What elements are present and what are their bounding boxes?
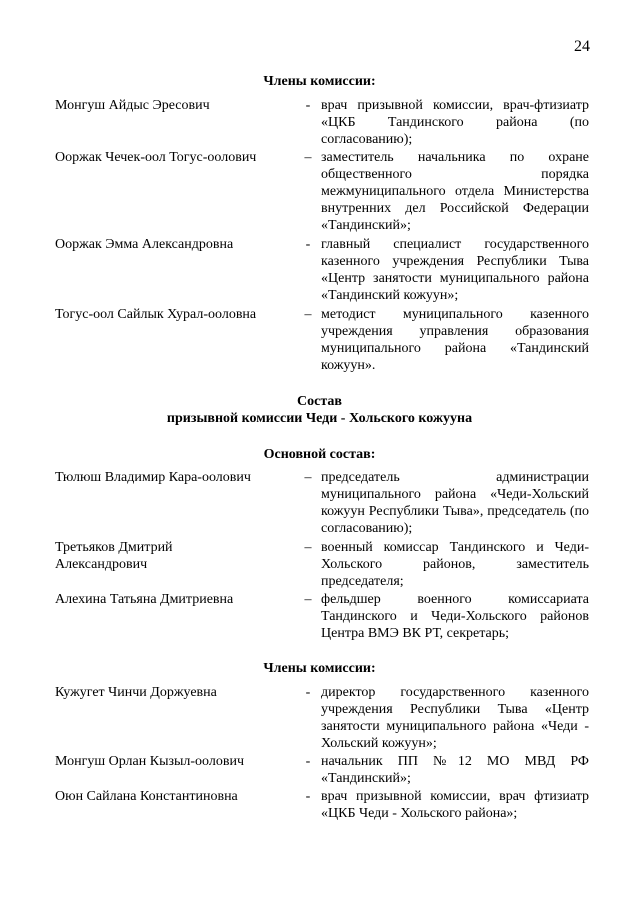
section-title-members: Члены комиссии: xyxy=(263,74,376,89)
member-dash: - xyxy=(305,98,311,113)
member-dash: - xyxy=(305,685,311,700)
member-name: Монгуш Айдыс Эресович xyxy=(55,98,210,113)
member-dash: - xyxy=(305,789,311,804)
member-dash: – xyxy=(304,540,312,555)
member-name: Оюн Сайлана Константиновна xyxy=(55,789,238,804)
member-name: Алехина Татьяна Дмитриевна xyxy=(55,592,234,607)
member-dash: – xyxy=(304,307,312,322)
member-name: Тогус-оол Сайлык Хурал-ооловна xyxy=(55,307,257,322)
member-description: начальник ПП №12 МО МВД РФ «Тандинский»; xyxy=(321,754,589,786)
section-title-members-2: Члены комиссии: xyxy=(263,661,376,676)
member-description: военный комиссар Тандинского и Чеди-Хольского районов, заместитель председателя; xyxy=(321,540,589,589)
section-title-main-composition: Основной состав: xyxy=(263,447,376,462)
composition-title: Состав xyxy=(297,394,342,409)
member-description: фельдшер военного комиссариата Тандинского и Чеди-Хольского районов Центра ВМЭ ВК РТ, секретарь; xyxy=(321,592,589,641)
member-dash: – xyxy=(304,470,312,485)
member-description: заместитель начальника по охране общественного порядка межмуниципального отдела Министерства внутренних дел Российской Федерации «Тандинский»; xyxy=(321,150,589,233)
member-description: главный специалист государственного казенного учреждения Республики Тыва «Центр занятости муниципального района «Тандинский кожуун»; xyxy=(321,237,589,303)
member-description: председатель администрации муниципального района «Чеди-Хольский кожуун Республики Тыва», председатель (по согласованию); xyxy=(321,470,589,536)
member-dash: – xyxy=(304,150,312,165)
member-name: Монгуш Орлан Кызыл-оолович xyxy=(55,754,245,769)
page-number: 24 xyxy=(574,38,590,55)
member-description: врач призывной комиссии, врач фтизиатр «ЦКБ Чеди - Хольского района»; xyxy=(321,789,589,821)
member-dash: - xyxy=(305,237,311,252)
member-dash: – xyxy=(304,592,312,607)
member-name: Третьяков Дмитрий Александрович xyxy=(55,540,173,572)
member-dash: - xyxy=(305,754,311,769)
member-description: врач призывной комиссии, врач-фтизиатр «ЦКБ Тандинского района (по согласованию); xyxy=(321,98,589,147)
member-description: директор государственного казенного учреждения Республики Тыва «Центр занятости муниципального района «Чеди - Хольский кожуун»; xyxy=(321,685,589,751)
composition-subtitle: призывной комиссии Чеди - Хольского кожууна xyxy=(166,411,473,426)
member-name: Тюлюш Владимир Кара-оолович xyxy=(55,470,251,485)
member-description: методист муниципального казенного учреждения управления образования муниципального района «Тандинский кожуун». xyxy=(321,307,589,373)
member-name: Кужугет Чинчи Доржуевна xyxy=(55,685,217,700)
member-name: Ооржак Чечек-оол Тогус-оолович xyxy=(55,150,257,165)
member-name: Ооржак Эмма Александровна xyxy=(55,237,234,252)
